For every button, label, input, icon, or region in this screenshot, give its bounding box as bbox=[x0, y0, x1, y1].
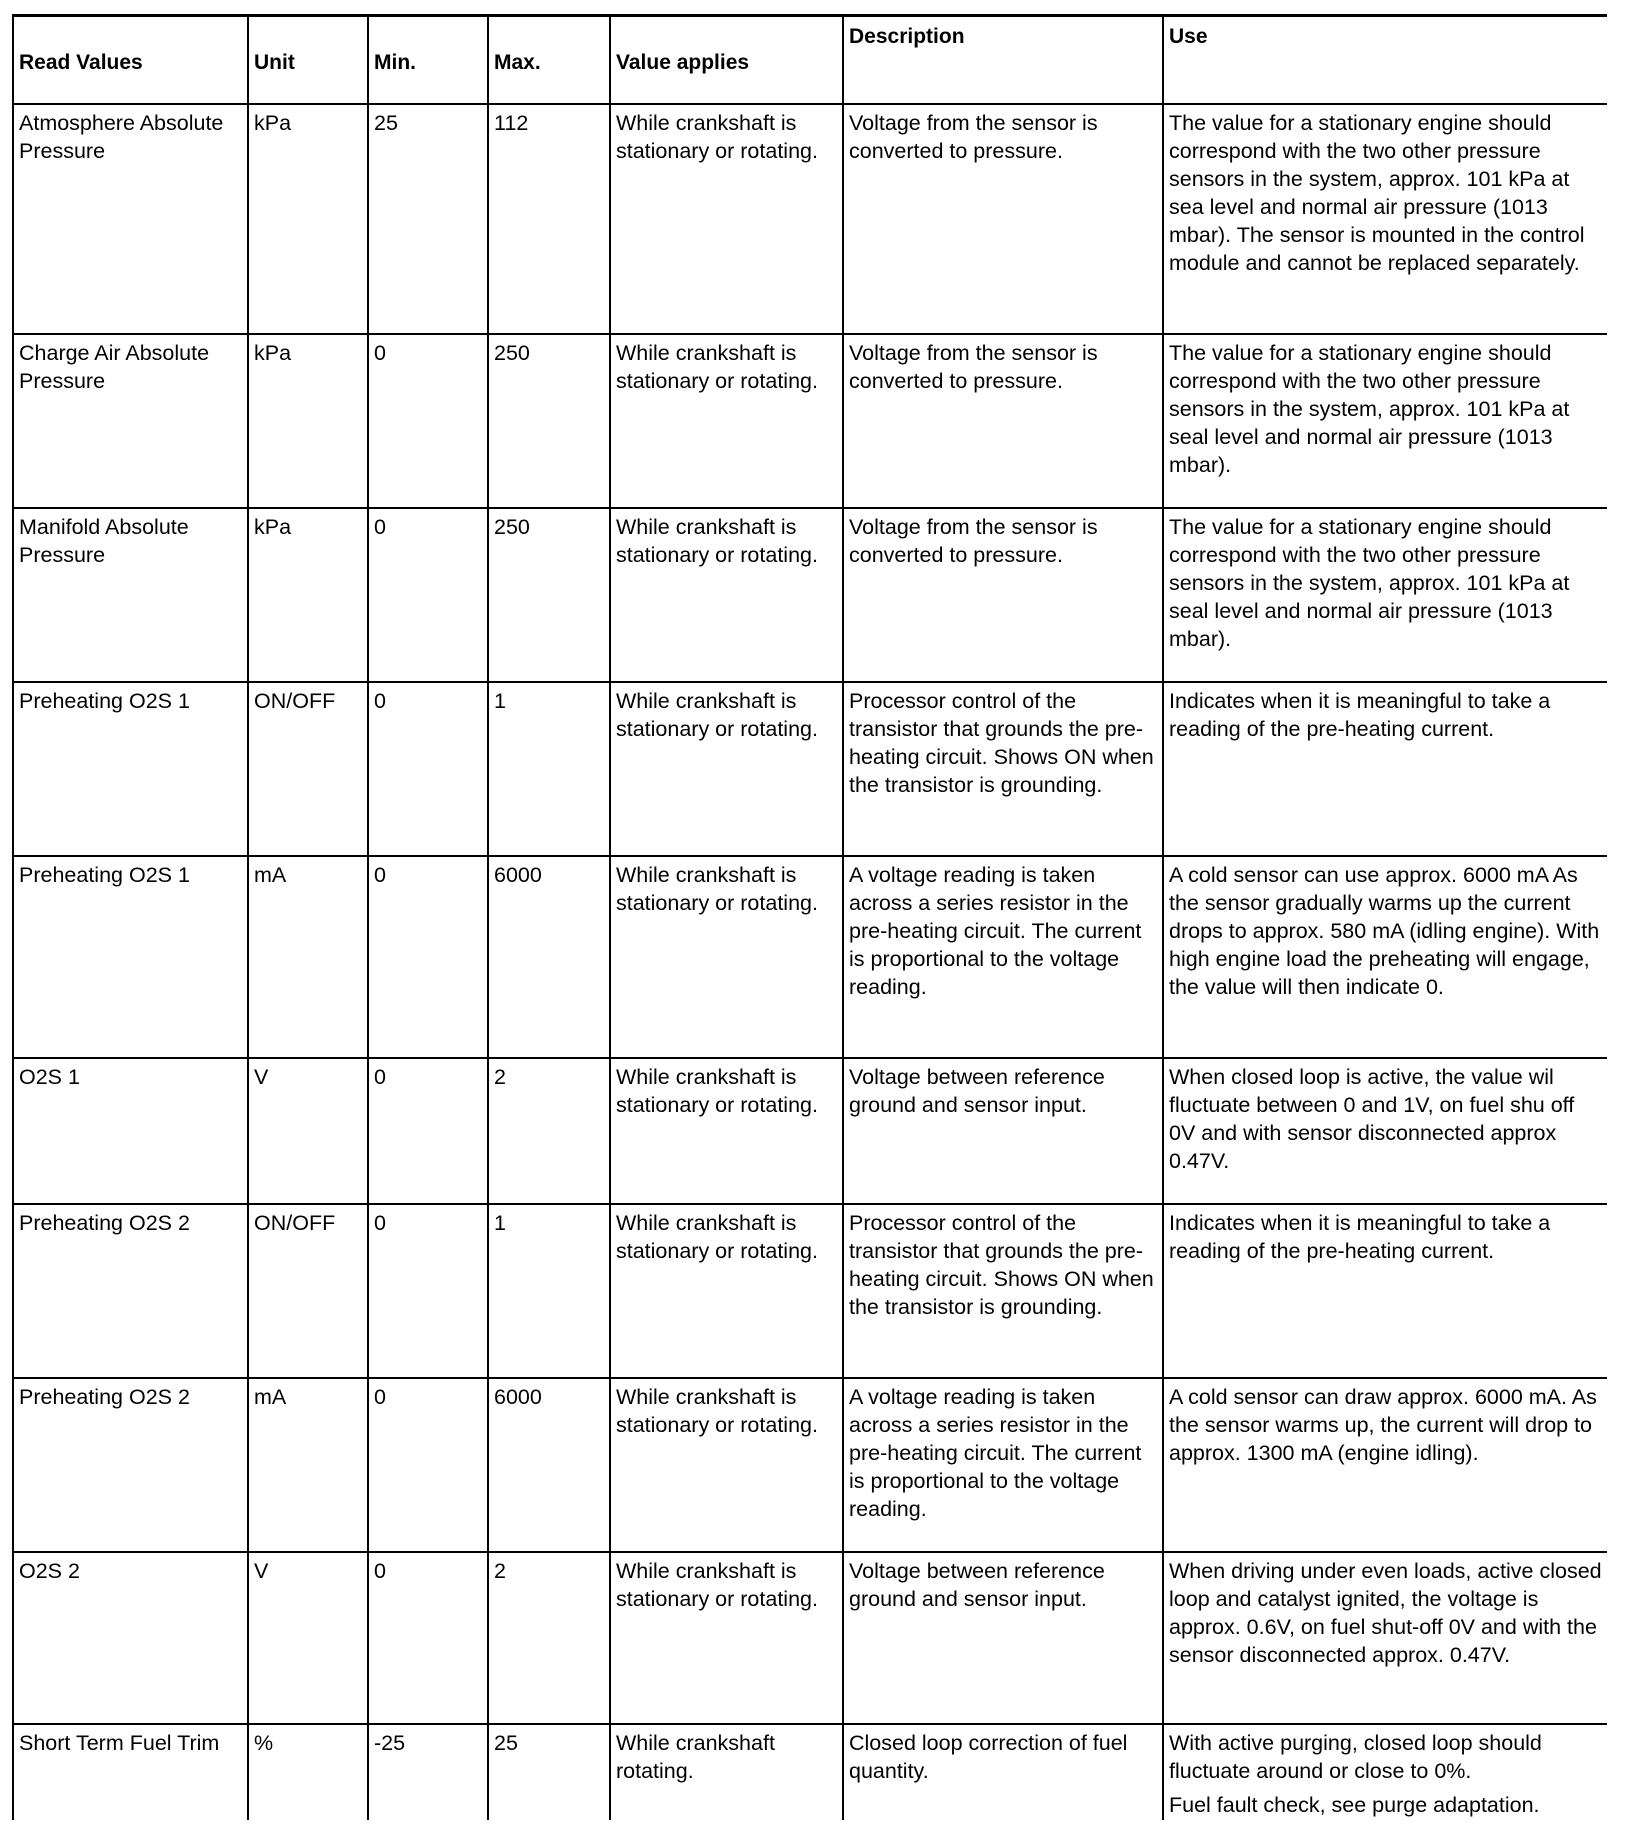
cell-max: 250 bbox=[488, 334, 610, 508]
cell-unit: ON/OFF bbox=[248, 1204, 368, 1378]
cell-use: Indicates when it is meaningful to take a reading of the pre-heating current. bbox=[1163, 682, 1607, 856]
cell-read-value: Short Term Fuel Trim bbox=[13, 1724, 248, 1820]
table-row bbox=[13, 1058, 1607, 1204]
cell-max: 25 bbox=[488, 1724, 610, 1820]
cell-value-applies: While crankshaft is stationary or rotating. bbox=[610, 1378, 843, 1552]
header-row bbox=[13, 16, 1607, 104]
cell-value-applies: While crankshaft rotating. bbox=[610, 1724, 843, 1820]
cell-min: 0 bbox=[368, 856, 488, 1058]
cell-unit: ON/OFF bbox=[248, 682, 368, 856]
cell-min: 0 bbox=[368, 1058, 488, 1204]
cell-min: 0 bbox=[368, 508, 488, 682]
cell-max: 2 bbox=[488, 1058, 610, 1204]
cell-unit: V bbox=[248, 1552, 368, 1724]
cell-value-applies: While crankshaft is stationary or rotating. bbox=[610, 334, 843, 508]
table-row bbox=[13, 1724, 1607, 1820]
cell-min: 0 bbox=[368, 334, 488, 508]
header-max: Max. bbox=[488, 16, 610, 104]
cell-read-value: Manifold Absolute Pressure bbox=[13, 508, 248, 682]
cell-description: Voltage between reference ground and sensor input. bbox=[843, 1058, 1163, 1204]
cell-value-applies: While crankshaft is stationary or rotating. bbox=[610, 1552, 843, 1724]
cell-use: The value for a stationary engine should correspond with the two other pressure sensors in the system, approx. 101 kPa at seal level and normal air pressure (1013 mbar). bbox=[1163, 334, 1607, 508]
cell-unit: kPa bbox=[248, 104, 368, 334]
cell-unit: % bbox=[248, 1724, 368, 1820]
table-row bbox=[13, 1378, 1607, 1552]
read-values-table bbox=[12, 14, 1607, 1820]
header-description: Description bbox=[843, 16, 1163, 104]
cell-read-value: Preheating O2S 2 bbox=[13, 1378, 248, 1552]
cell-min: 0 bbox=[368, 1204, 488, 1378]
cell-value-applies: While crankshaft is stationary or rotating. bbox=[610, 682, 843, 856]
cell-use: When closed loop is active, the value wil fluctuate between 0 and 1V, on fuel shu off 0V and with sensor disconnected approx 0.47V. bbox=[1163, 1058, 1607, 1204]
table-row bbox=[13, 682, 1607, 856]
cell-max: 1 bbox=[488, 682, 610, 856]
cell-max: 112 bbox=[488, 104, 610, 334]
cell-description: Processor control of the transistor that grounds the pre-heating circuit. Shows ON when the transistor is grounding. bbox=[843, 1204, 1163, 1378]
use-text: With active purging, closed loop should fluctuate around or close to 0%. bbox=[1169, 1730, 1542, 1783]
cell-use: The value for a stationary engine should correspond with the two other pressure sensors in the system, approx. 101 kPa at sea level and normal air pressure (1013 mbar). The sensor is mounted in the control module and cannot be replaced separately. bbox=[1163, 104, 1607, 334]
cell-max: 1 bbox=[488, 1204, 610, 1378]
cell-max: 6000 bbox=[488, 1378, 610, 1552]
cell-description: Voltage between reference ground and sensor input. bbox=[843, 1552, 1163, 1724]
cell-use: A cold sensor can use approx. 6000 mA As the sensor gradually warms up the current drops to approx. 580 mA (idling engine). With high engine load the preheating will engage, the value will then indicate 0. bbox=[1163, 856, 1607, 1058]
cell-use: Indicates when it is meaningful to take a reading of the pre-heating current. bbox=[1163, 1204, 1607, 1378]
cell-description: Closed loop correction of fuel quantity. bbox=[843, 1724, 1163, 1820]
cell-max: 2 bbox=[488, 1552, 610, 1724]
cell-unit: kPa bbox=[248, 334, 368, 508]
cell-description: Voltage from the sensor is converted to pressure. bbox=[843, 508, 1163, 682]
cell-min: 0 bbox=[368, 1378, 488, 1552]
cell-value-applies: While crankshaft is stationary or rotating. bbox=[610, 1204, 843, 1378]
cell-value-applies: While crankshaft is stationary or rotating. bbox=[610, 104, 843, 334]
cell-read-value: Charge Air Absolute Pressure bbox=[13, 334, 248, 508]
cell-use: A cold sensor can draw approx. 6000 mA. As the sensor warms up, the current will drop to approx. 1300 mA (engine idling). bbox=[1163, 1378, 1607, 1552]
cell-description: Processor control of the transistor that grounds the pre-heating circuit. Shows ON when the transistor is grounding. bbox=[843, 682, 1163, 856]
cell-unit: mA bbox=[248, 856, 368, 1058]
header-use: Use bbox=[1163, 16, 1607, 104]
cell-description: Voltage from the sensor is converted to pressure. bbox=[843, 334, 1163, 508]
cell-read-value: Preheating O2S 1 bbox=[13, 856, 248, 1058]
cell-read-value: O2S 2 bbox=[13, 1552, 248, 1724]
cell-use: When driving under even loads, active closed loop and catalyst ignited, the voltage is approx. 0.6V, on fuel shut-off 0V and with the sensor disconnected approx. 0.47V. bbox=[1163, 1552, 1607, 1724]
table-row bbox=[13, 334, 1607, 508]
cell-value-applies: While crankshaft is stationary or rotating. bbox=[610, 1058, 843, 1204]
cell-description: A voltage reading is taken across a series resistor in the pre-heating circuit. The current is proportional to the voltage reading. bbox=[843, 856, 1163, 1058]
cell-read-value: Preheating O2S 1 bbox=[13, 682, 248, 856]
cell-unit: V bbox=[248, 1058, 368, 1204]
cell-max: 250 bbox=[488, 508, 610, 682]
cell-description: A voltage reading is taken across a series resistor in the pre-heating circuit. The current is proportional to the voltage reading. bbox=[843, 1378, 1163, 1552]
header-min: Min. bbox=[368, 16, 488, 104]
cell-read-value: Preheating O2S 2 bbox=[13, 1204, 248, 1378]
cell-min: 0 bbox=[368, 1552, 488, 1724]
cell-description: Voltage from the sensor is converted to pressure. bbox=[843, 104, 1163, 334]
cell-max: 6000 bbox=[488, 856, 610, 1058]
cell-min: 0 bbox=[368, 682, 488, 856]
table-row bbox=[13, 508, 1607, 682]
cell-unit: mA bbox=[248, 1378, 368, 1552]
cell-min: 25 bbox=[368, 104, 488, 334]
table-row bbox=[13, 1204, 1607, 1378]
cell-read-value: Atmosphere Absolute Pressure bbox=[13, 104, 248, 334]
cell-value-applies: While crankshaft is stationary or rotating. bbox=[610, 508, 843, 682]
table-row bbox=[13, 1552, 1607, 1724]
cell-unit: kPa bbox=[248, 508, 368, 682]
header-read-values: Read Values bbox=[13, 16, 248, 104]
header-unit: Unit bbox=[248, 16, 368, 104]
table-row bbox=[13, 856, 1607, 1058]
cell-min: -25 bbox=[368, 1724, 488, 1820]
cell-value-applies: While crankshaft is stationary or rotating. bbox=[610, 856, 843, 1058]
use-note: Fuel fault check, see purge adaptation. bbox=[1169, 1792, 1540, 1817]
table-row bbox=[13, 104, 1607, 334]
cell-read-value: O2S 1 bbox=[13, 1058, 248, 1204]
cell-use bbox=[1163, 1724, 1607, 1820]
cell-use: The value for a stationary engine should correspond with the two other pressure sensors in the system, approx. 101 kPa at seal level and normal air pressure (1013 mbar). bbox=[1163, 508, 1607, 682]
header-value-applies: Value applies bbox=[610, 16, 843, 104]
